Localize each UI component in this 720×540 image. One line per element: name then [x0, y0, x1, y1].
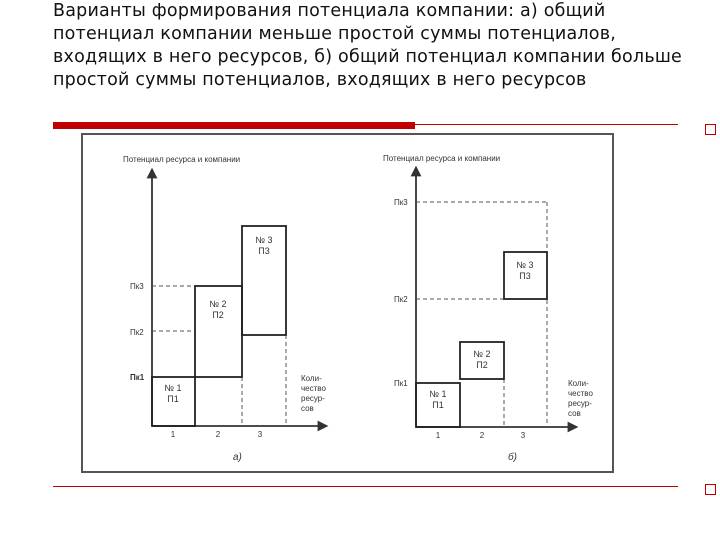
- title-underline-thick: [53, 122, 415, 129]
- diagram-b-caption: б): [508, 452, 517, 463]
- corner-checkbox-top: [705, 124, 716, 135]
- diagram-a-box-3-name: № 3: [255, 235, 273, 245]
- corner-checkbox-bottom: [705, 484, 716, 495]
- diagram-b-y-axis-label: Потенциал ресурса и компании: [383, 154, 501, 163]
- diagram-b-x-axis-label-line: Коли-: [568, 379, 589, 388]
- diagram-b-box-1-sub: П1: [432, 400, 444, 410]
- potential-diagrams-figure: [81, 133, 614, 473]
- diagram-a-box-2-sub: П2: [212, 310, 224, 320]
- bottom-rule: [53, 486, 678, 487]
- diagram-b-box-2-sub: П2: [476, 360, 488, 370]
- diagram-a-box-3-sub: П3: [258, 246, 270, 256]
- diagram-a-x-axis-label-line: Коли-: [301, 374, 322, 383]
- diagram-b-box-1-name: № 1: [429, 389, 447, 399]
- diagram-b-x-axis-label-line: ресур-: [568, 399, 592, 408]
- diagram-b-box-3-name: № 3: [516, 260, 534, 270]
- diagram-a-box-1-sub: П1: [167, 394, 179, 404]
- diagram-b-level-label: Пк3: [394, 198, 408, 207]
- diagram-b-x-axis-label-line: чество: [568, 389, 593, 398]
- diagram-a-level-label: Пк2: [130, 328, 144, 337]
- diagram-a-x-axis-label-line: чество: [301, 384, 326, 393]
- diagram-a: [123, 155, 326, 463]
- diagram-b-box-2-name: № 2: [473, 349, 491, 359]
- diagram-b-x-axis-label-line: сов: [568, 409, 581, 418]
- diagram-a-x-axis-label-line: сов: [301, 404, 314, 413]
- diagram-a-level-label: Пк3: [130, 282, 144, 291]
- diagram-a-box-2-name: № 2: [209, 299, 227, 309]
- diagram-b: [383, 154, 593, 463]
- diagram-b-tick-label: 2: [479, 431, 485, 440]
- diagram-a-x-axis-label-line: ресур-: [301, 394, 325, 403]
- diagram-a-tick-label: 3: [257, 430, 263, 439]
- diagrams-svg: [83, 135, 612, 471]
- diagram-a-box-1-name: № 1: [164, 383, 182, 393]
- diagram-b-tick-label: 3: [520, 431, 526, 440]
- diagram-a-tick-label: 2: [215, 430, 221, 439]
- diagram-b-box-3-sub: П3: [519, 271, 531, 281]
- diagram-a-level-label: Пк1: [130, 373, 145, 382]
- diagram-b-level-label: Пк2: [394, 295, 408, 304]
- diagram-a-y-axis-label: Потенциал ресурса и компании: [123, 155, 241, 164]
- diagram-b-level-label: Пк1: [394, 379, 408, 388]
- title-underline-thin: [415, 124, 678, 125]
- diagram-a-caption: а): [233, 452, 242, 463]
- slide-title: Варианты формирования потенциала компании: а) общий потенциал компании меньше простой суммы потенциалов, входящих в него ресурсов, б) общий потенциал компании больше простой суммы потенциалов, входящих в него ресурсов: [53, 1, 683, 90]
- diagram-b-tick-label: 1: [435, 431, 441, 440]
- diagram-a-tick-label: 1: [170, 430, 176, 439]
